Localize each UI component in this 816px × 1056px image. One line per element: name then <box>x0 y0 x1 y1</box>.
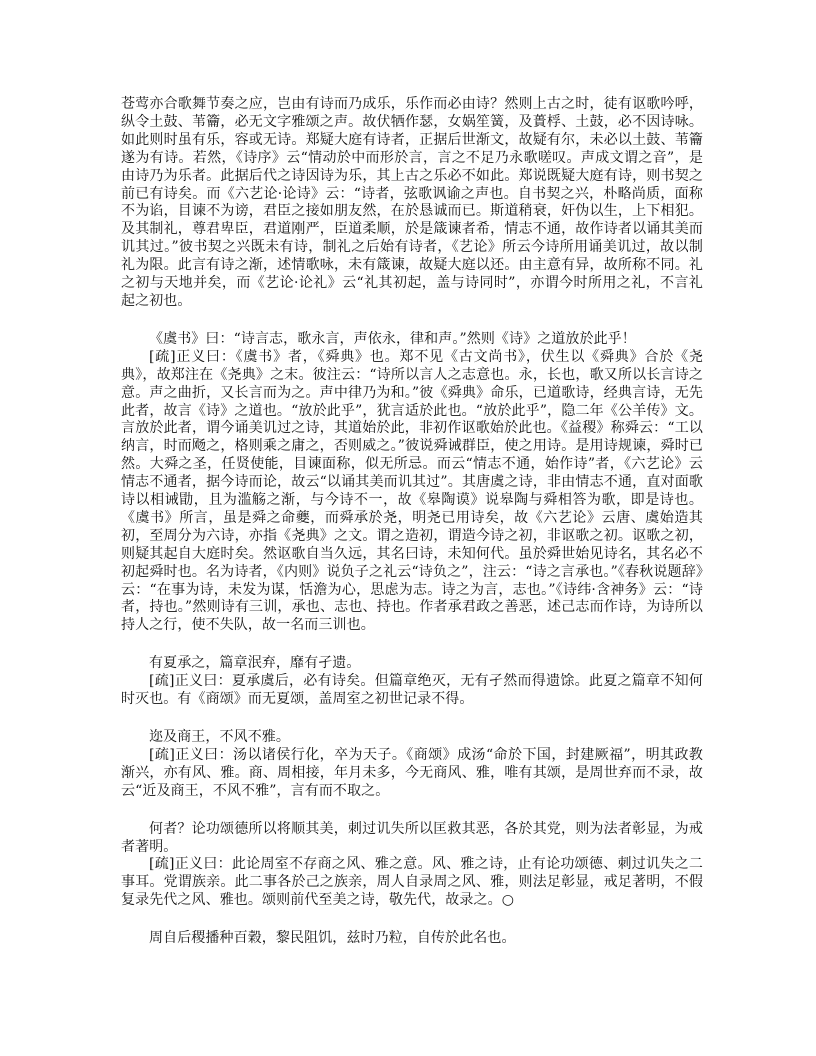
classic-text-yushu: 《虞书》曰：“诗言志，歌永言，声依永，律和声。”然则《诗》之道放於此乎！ <box>149 330 636 347</box>
commentary-paragraph: [疏]正义曰：夏承虞后，必有诗矣。但篇章绝灭，无有孑然而得遗馀。此夏之篇章不知何时灭也。有《商颂》而无夏颂，盖周室之初世记录不得。 <box>121 673 703 708</box>
paragraph-continuation: 苍莺亦合歌舞节奏之应，岂由有诗而乃成乐，乐作而必由诗？然则上古之时，徒有讴歌吟呼，纵令土鼓、苇籥，必无文字雅颂之声。故伏牺作瑟，女娲笙簧，及蕢桴、土鼓，必不因诗咏。如此则时虽有乐，容或无诗。郑疑大庭有诗者，正据后世渐文，故疑有尔，未必以土鼓、苇籥遂为有诗。若然，《诗序》云“情动於中而形於言，言之不足乃永歌嗟叹。声成文谓之音”，是由诗乃为乐者。此据后代之诗因诗为乐，其上古之乐必不如此。郑说既疑大庭有诗，则书契之前已有诗矣。而《六艺论·论诗》云：“诗者，弦歌讽谕之声也。自书契之兴，朴略尚质，面称不为谄，目谏不为谤，君臣之接如朋友然，在於恳诚而已。斯道稍衰，奸伪以生，上下相犯。及其制礼，尊君卑臣，君道刚严，臣道柔顺，於是箴谏者希，情志不通，故作诗者以诵其美而讥其过。”彼书契之兴既未有诗，制礼之后始有诗者，《艺论》所云今诗所用诵美讥过，故以制礼为限。此言有诗之渐，述情歌咏，未有箴谏，故疑大庭以还。由主意有异，故所称不同。礼之初与天地并矣，而《艺论·论礼》云“礼其初起，盖与诗同时”，亦谓今时所用之礼，不言礼起之初也。 <box>121 96 703 309</box>
commentary-paragraph: [疏]正义曰：此论周室不存商之风、雅之意。风、雅之诗，止有论功颂德、刺过讥失之二事耳。党谓族亲。此二事各於己之族亲，周人自录周之风、雅，则法足彰显，戒足著明，不假复录先代之风、雅也。颂则前代至美之诗，敬先代，故录之。○ <box>121 856 703 909</box>
document-page <box>121 96 703 948</box>
classic-text-hezhe: 何者？论功颂德所以将顺其美，刺过讥失所以匡救其恶，各於其党，则为法者彰显，为戒者著明。 <box>121 820 703 855</box>
classic-text-shang: 迩及商王，不风不雅。 <box>149 729 290 745</box>
commentary-paragraph: [疏]正义曰：《虞书》者，《舜典》也。郑不见《古文尚书》，伏生以《舜典》合於《尧典》，故郑注在《尧典》之末。彼注云：“诗所以言人之志意也。永，长也，歌又所以长言诗之意。声之曲折，又长言而为之。声中律乃为和。”彼《舜典》命乐，已道歌诗，经典言诗，无先此者，故言《诗》之道也。“放於此乎”，犹言适於此也。“放於此乎”，隐二年《公羊传》文。言放於此者，谓今诵美讥过之诗，其道始於此，非初作讴歌始於此也。《益稷》称舜云：“工以纳言，时而飏之，格则乘之庸之，否则威之。”彼说舜诫群臣，使之用诗。是用诗规谏，舜时已然。大舜之圣，任贤使能，目谏面称，似无所忌。而云“情志不通，始作诗”者，《六艺论》云情志不通者，据今诗而论，故云“以诵其美而讥其过”。其唐虞之诗，非由情志不通，直对面歌诗以相诫勖，且为滥觞之渐，与今诗不一，故《皋陶谟》说皋陶与舜相答为歌，即是诗也。《虞书》所言，虽是舜之命夔，而舜承於尧，明尧已用诗矣，故《六艺论》云唐、虞始造其初，至周分为六诗，亦指《尧典》之文。谓之造初，谓造今诗之初，非讴歌之初。讴歌之初，则疑其起自大庭时矣。然讴歌自当久远，其名曰诗，未知何代。虽於舜世始见诗名，其名必不初起舜时也。名为诗者，《内则》说负子之礼云“诗负之”，注云：“诗之言承也。”《春秋说题辞》云：“在事为诗，未发为谋，恬澹为心，思虑为志。诗之为言，志也。”《诗纬·含神务》云：“诗者，持也。”然则诗有三训，承也、志也、持也。作者承君政之善恶，述己志而作诗，为诗所以持人之行，使不失队，故一名而三训也。 <box>121 348 703 634</box>
commentary-paragraph: [疏]正义曰：汤以诸侯行化，卒为天子。《商颂》成汤“命於下国，封建厥福”，明其政教渐兴，亦有风、雅。商、周相接，年月未多，今无商风、雅，唯有其颂，是周世弃而不录，故云“近及商王，不风不雅”，言有而不取之。 <box>121 746 703 799</box>
classic-text-zhou: 周自后稷播种百穀，黎民阻饥，兹时乃粒，自传於此名也。 <box>149 930 516 947</box>
classic-text-xia: 有夏承之，篇章泯弃，靡有孑遗。 <box>149 655 361 672</box>
